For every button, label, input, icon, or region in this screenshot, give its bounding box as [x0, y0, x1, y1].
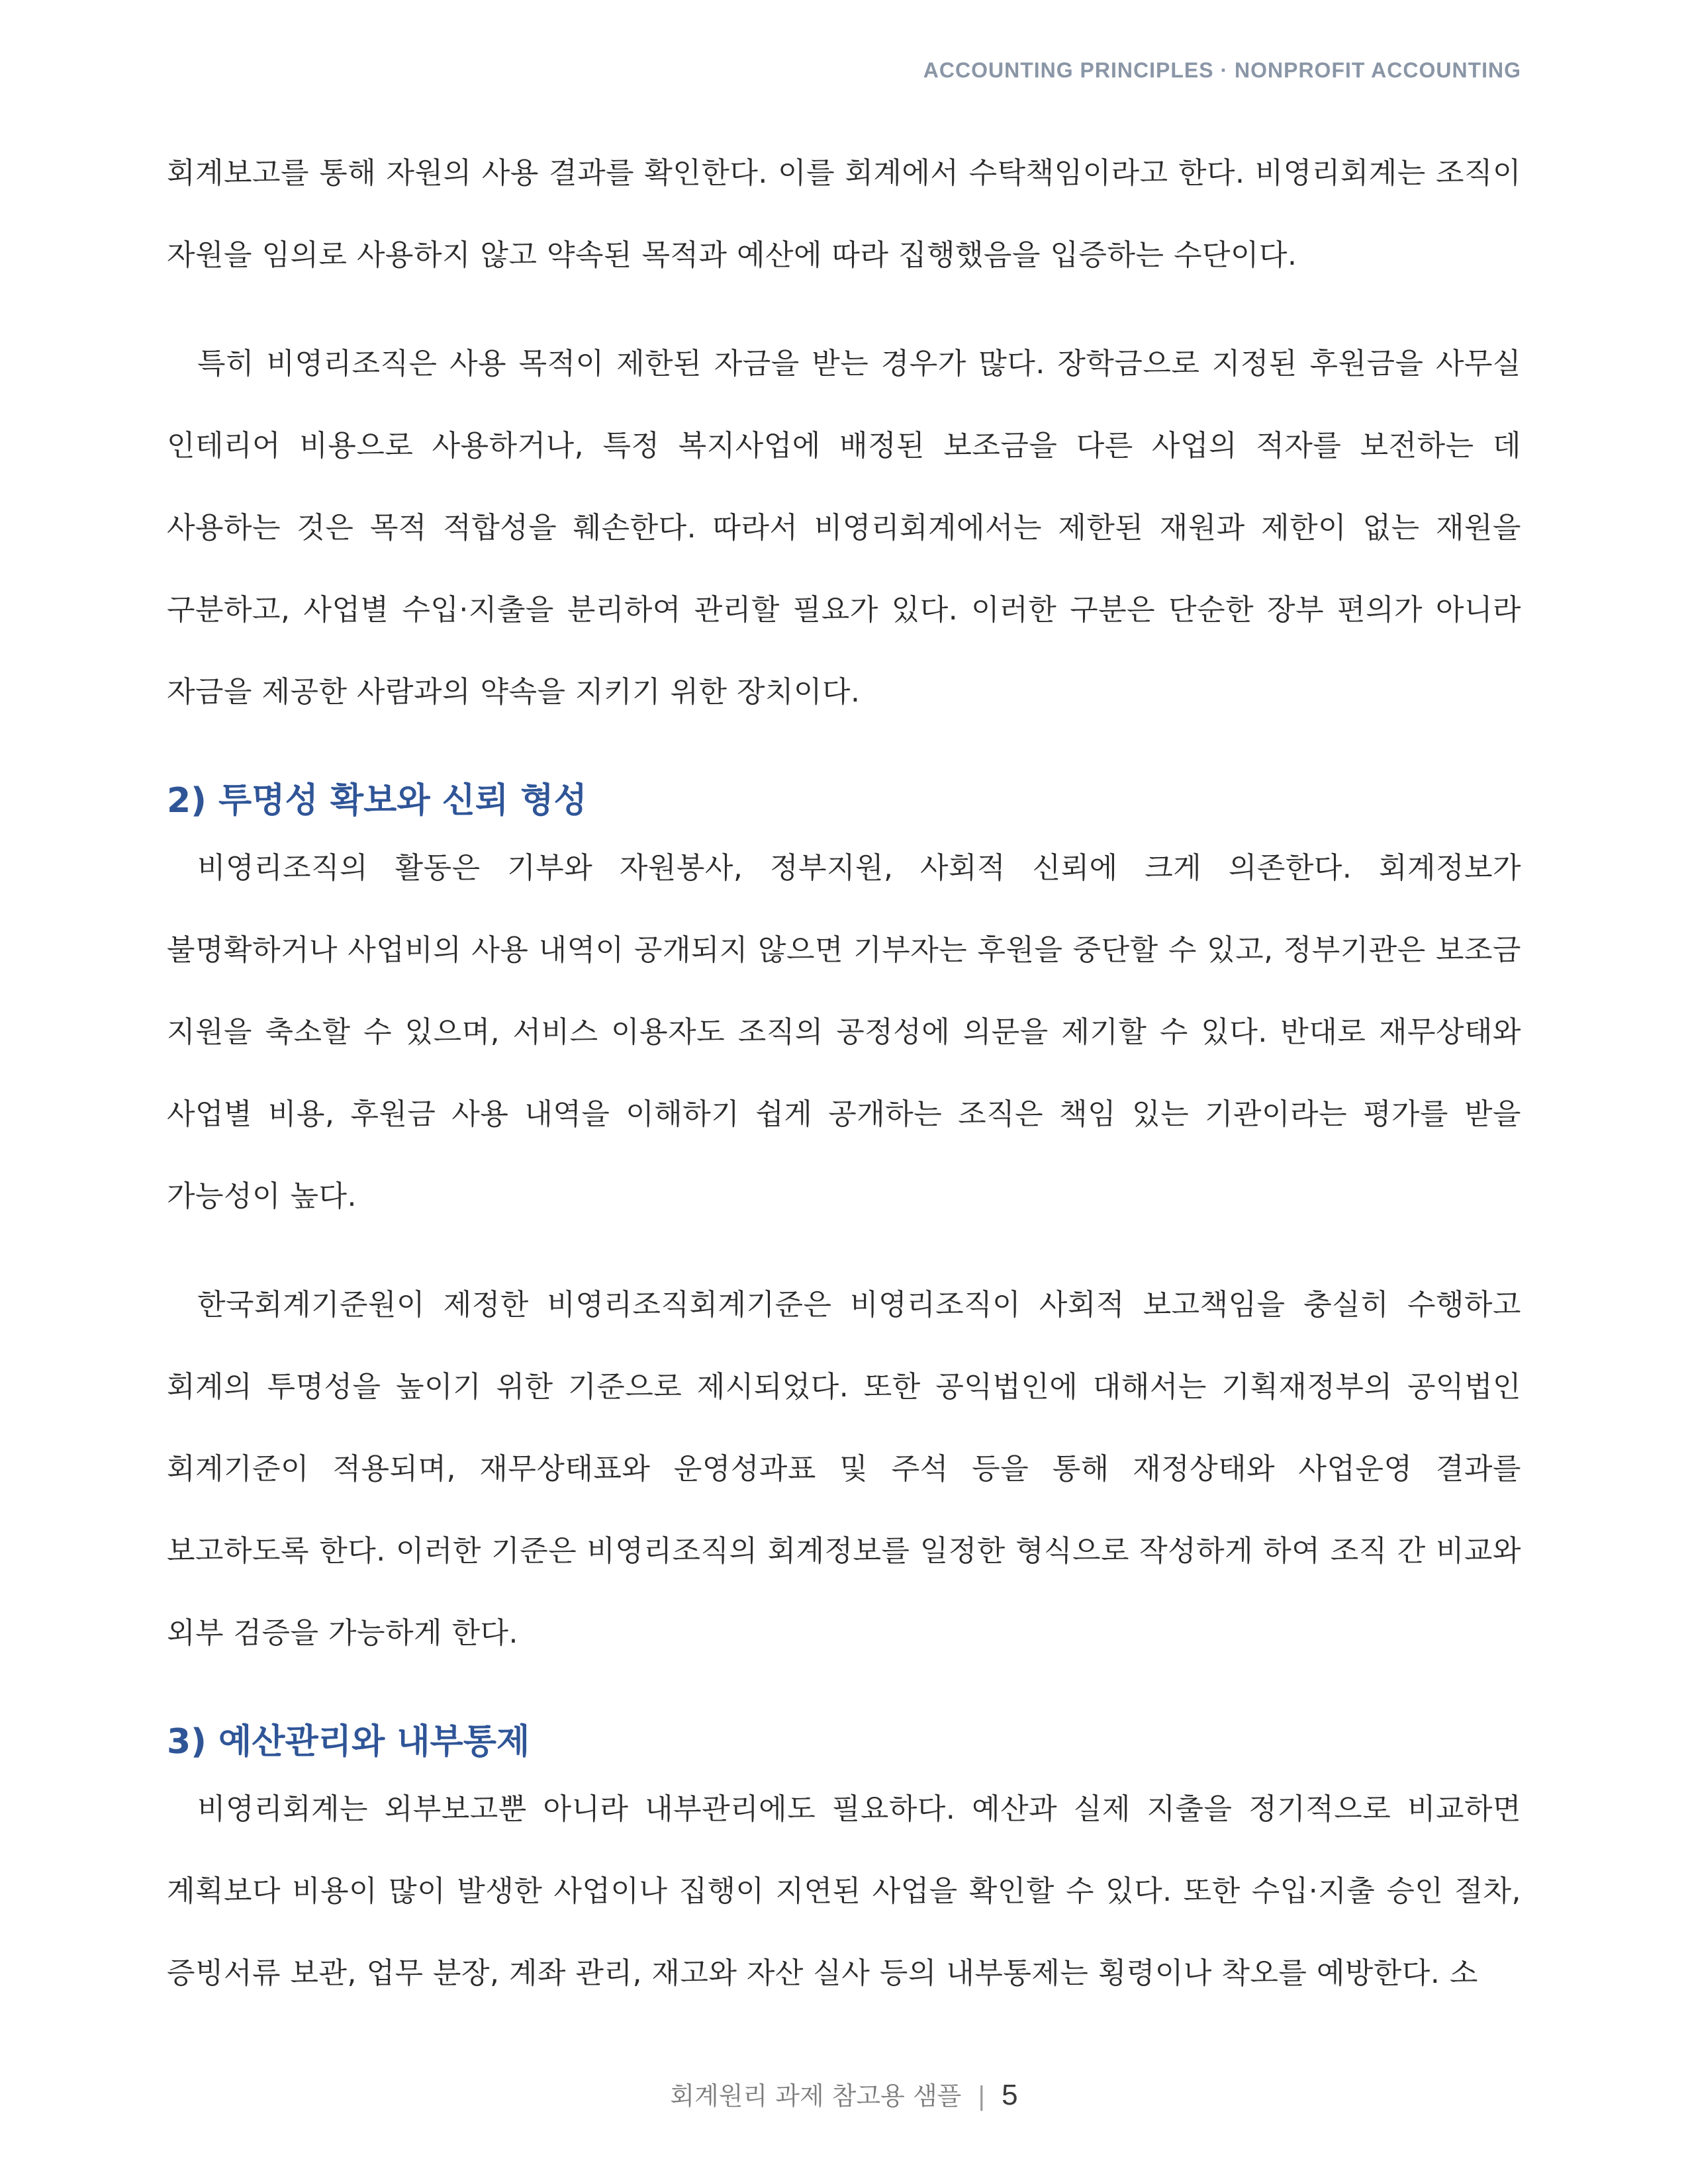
paragraph-trust: 비영리조직의 활동은 기부와 자원봉사, 정부지원, 사회적 신뢰에 크게 의존한다. 회계정보가 불명확하거나 사업비의 사용 내역이 공개되지 않으면 기부자는 후원을 중단할 수 있고, 정부기관은 보조금 지원을 축소할 수 있으며, 서비스 이용자도 조직의 공정성에 의문을 제기할 수 있다. 반대로 재무상태와 사업별 비용, 후원금 사용 내역을 이해하기 쉽게 공개하는 조직은 책임 있는 기관이라는 평가를 받을 가능성이 높다.: [167, 851, 1521, 1213]
footer-separator: |: [977, 2081, 986, 2111]
paragraph-internal-control: 비영리회계는 외부보고뿐 아니라 내부관리에도 필요하다. 예산과 실제 지출을 정기적으로 비교하면 계획보다 비용이 많이 발생한 사업이나 집행이 지연된 사업을 확인할 수 있다. 또한 수입·지출 승인 절차, 증빙서류 보관, 업무 분장, 계좌 관리, 재고와 자산 실사 등의 내부통제는 횡령이나 착오를 예방한다. 소: [167, 1792, 1521, 1990]
page-number: 5: [1002, 2079, 1018, 2111]
page-footer: [0, 2075, 1688, 2116]
running-header: ACCOUNTING PRINCIPLES · NONPROFIT ACCOUNTING: [923, 58, 1521, 82]
paragraph-restricted-funds: 특히 비영리조직은 사용 목적이 제한된 자금을 받는 경우가 많다. 장학금으로 지정된 후원금을 사무실 인테리어 비용으로 사용하거나, 특정 복지사업에 배정된 보조금을 다른 사업의 적자를 보전하는 데 사용하는 것은 목적 적합성을 훼손한다. 따라서 비영리회계에서는 제한된 재원과 제한이 없는 재원을 구분하고, 사업별 수입·지출을 분리하여 관리할 필요가 있다. 이러한 구분은 단순한 장부 편의가 아니라 자금을 제공한 사람과의 약속을 지키기 위한 장치이다.: [167, 347, 1521, 709]
paragraph-accountability: 회계보고를 통해 자원의 사용 결과를 확인한다. 이를 회계에서 수탁책임이라고 한다. 비영리회계는 조직이 자원을 임의로 사용하지 않고 약속된 목적과 예산에 따라 집행했음을 입증하는 수단이다.: [167, 156, 1521, 272]
section-heading-budget-control: 3) 예산관리와 내부통제: [167, 1722, 530, 1762]
section-heading-transparency: 2) 투명성 확보와 신뢰 형성: [167, 781, 587, 821]
document-body: [167, 132, 1521, 2041]
footer-label: 회계원리 과제 참고용 샘플: [670, 2081, 962, 2111]
paragraph-standards: 한국회계기준원이 제정한 비영리조직회계기준은 비영리조직이 사회적 보고책임을 충실히 수행하고 회계의 투명성을 높이기 위한 기준으로 제시되었다. 또한 공익법인에 대해서는 기획재정부의 공익법인 회계기준이 적용되며, 재무상태표와 운영성과표 및 주석 등을 통해 재정상태와 사업운영 결과를 보고하도록 한다. 이러한 기준은 비영리조직의 회계정보를 일정한 형식으로 작성하게 하여 조직 간 비교와 외부 검증을 가능하게 한다.: [167, 1288, 1521, 1650]
